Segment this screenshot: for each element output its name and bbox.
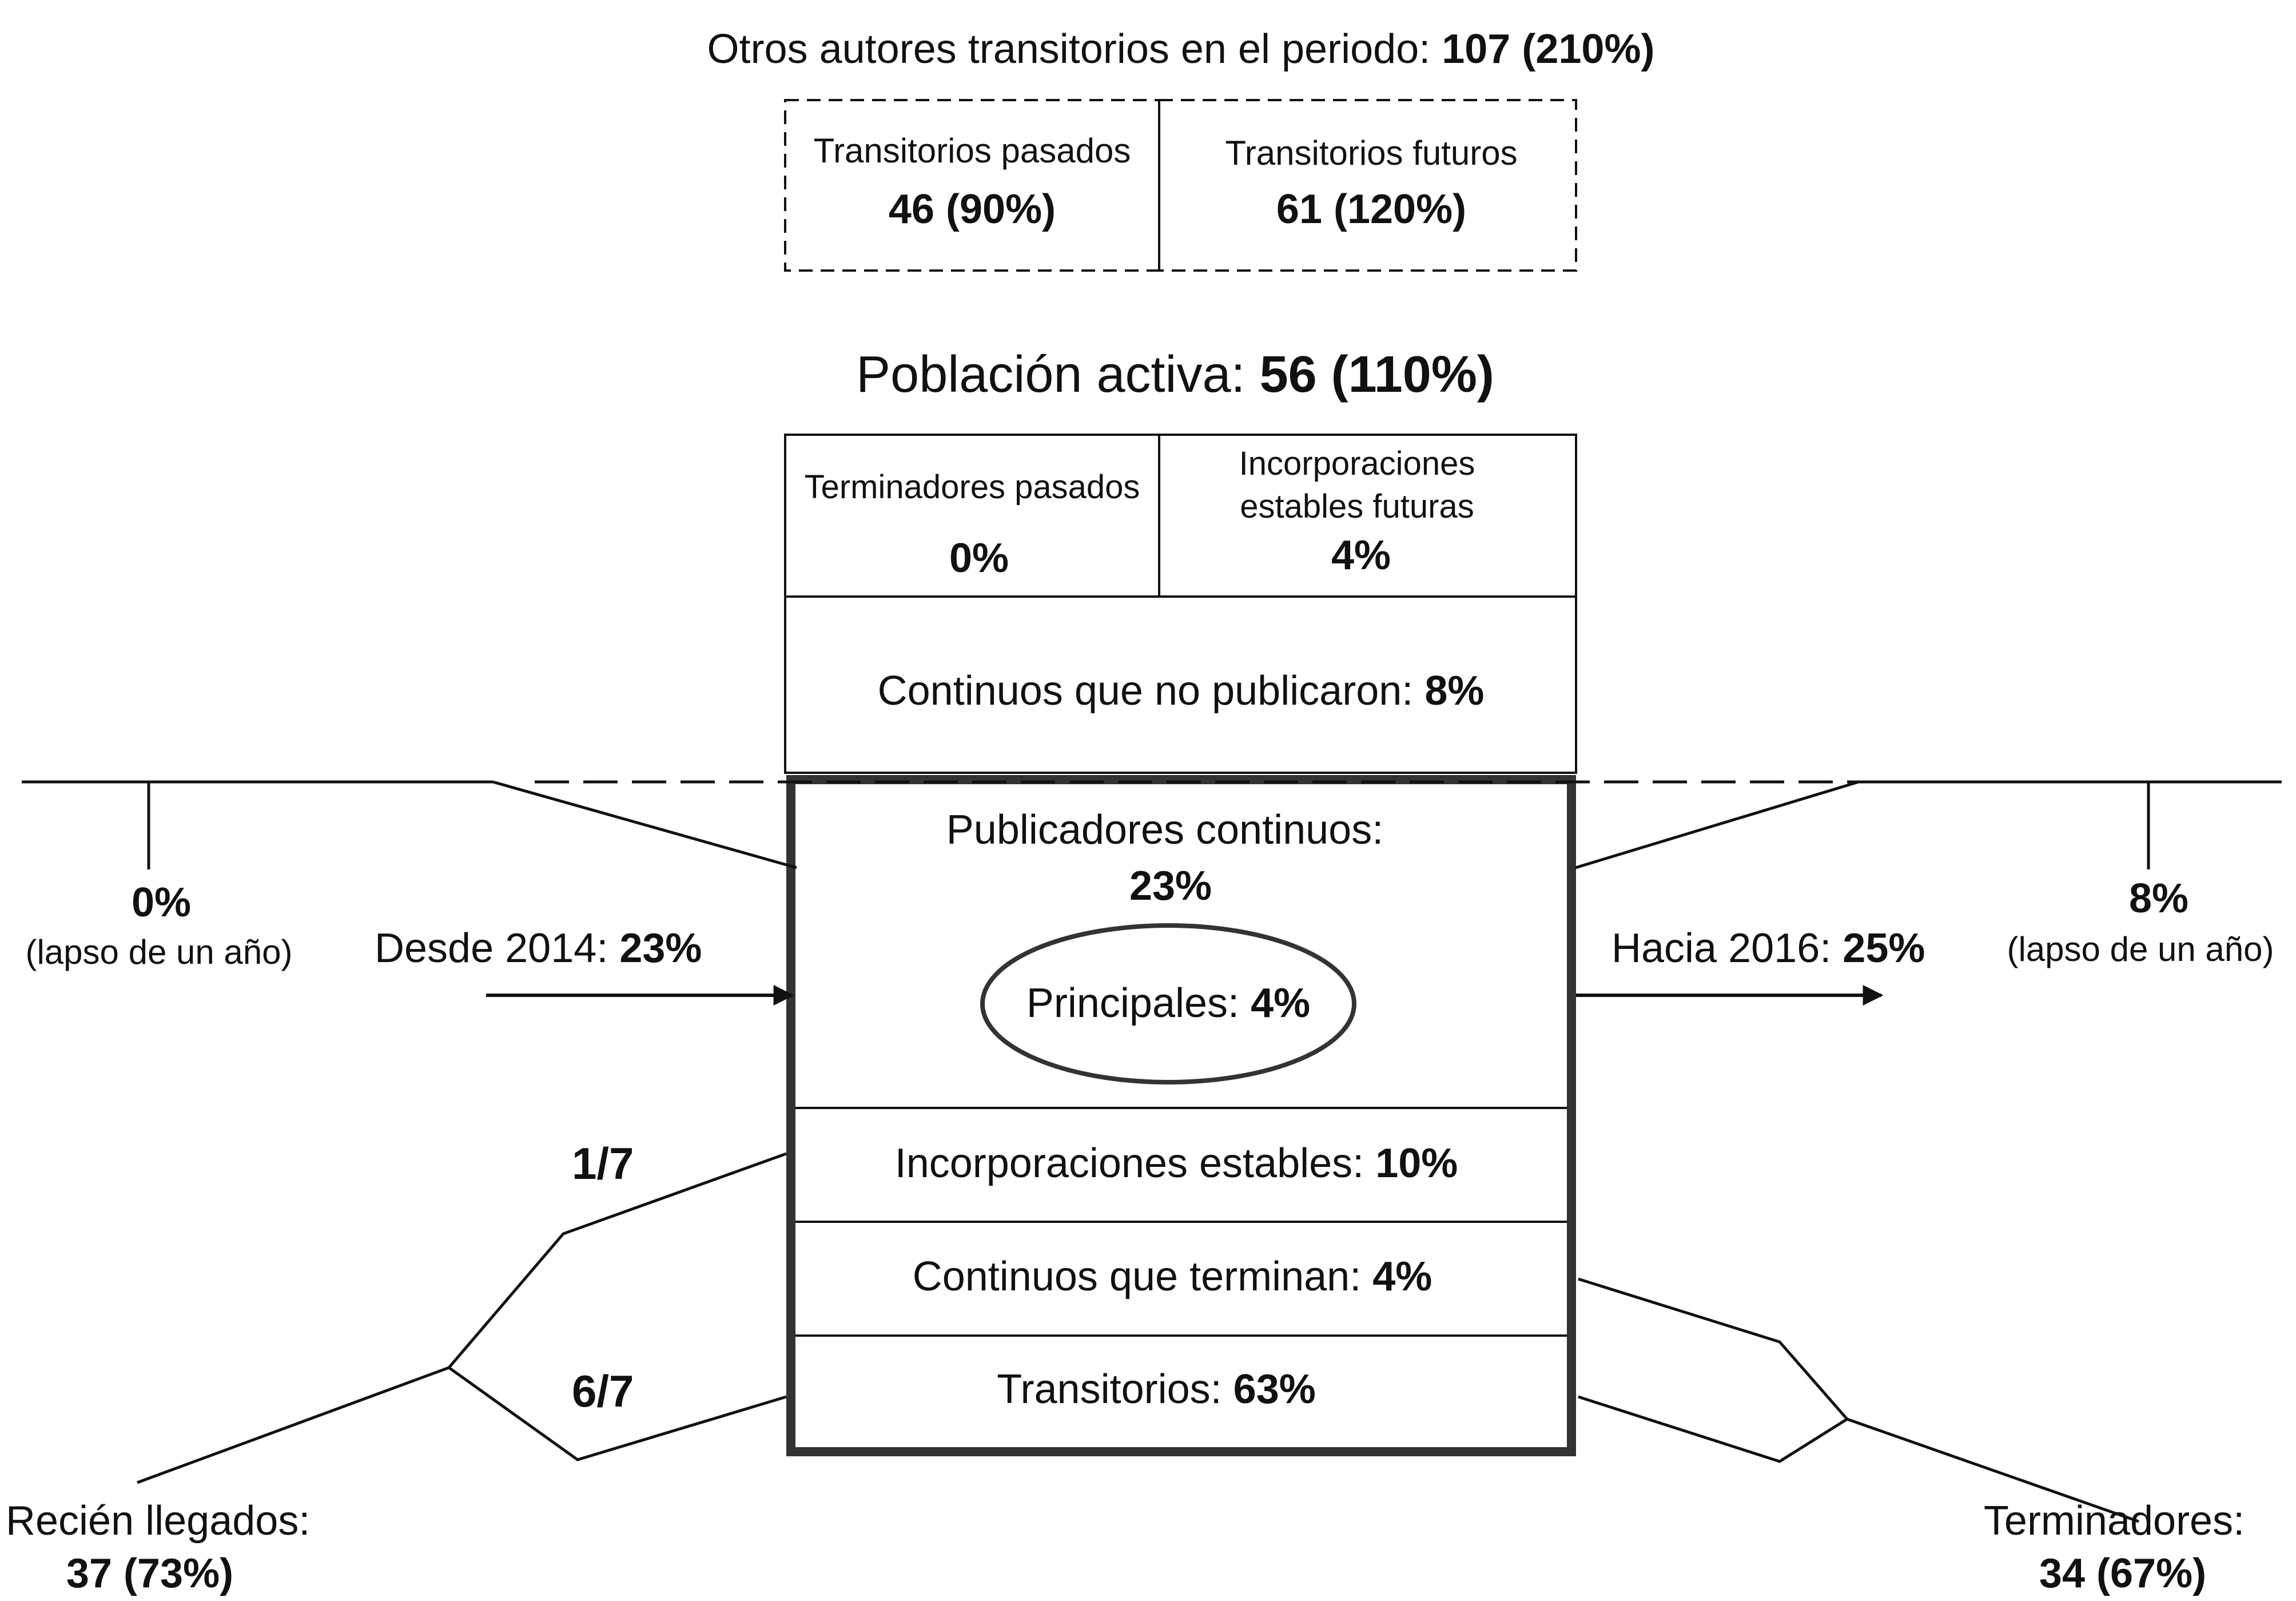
incorporaciones-value: 10%: [1375, 1141, 1458, 1186]
recien-llegados-value: 37 (73%): [66, 1551, 234, 1596]
otros-autores-title: Otros autores transitorios en el periodo: 107 (210%): [707, 26, 1655, 72]
continuos-terminan-label: Continuos que terminan: [912, 1254, 1350, 1300]
incorporaciones-futuras-label-2: estables futuras: [1240, 488, 1474, 525]
desde-year: 2014: [505, 925, 597, 971]
principales-label: Principales: [1026, 980, 1228, 1026]
hacia-year: 2016: [1728, 925, 1820, 971]
transitorios-label: Transitorios: [997, 1366, 1211, 1412]
incorporaciones-futuras-value: 4%: [1331, 533, 1391, 578]
hacia-text: Hacia 2016: 25%: [1611, 925, 1925, 971]
hacia-label: Hacia: [1611, 925, 1717, 971]
fork-right-lower: [1578, 1397, 1847, 1461]
connector-right-top: [1575, 782, 1859, 868]
transitorios-pasados-value: 46 (90%): [888, 186, 1056, 232]
publicadores-label: Publicadores continuos:: [946, 807, 1384, 853]
transitorios-text: Transitorios: 63%: [997, 1366, 1316, 1412]
terminadores-value: 34 (67%): [2039, 1551, 2207, 1596]
principales-value: 4%: [1251, 980, 1311, 1026]
poblacion-activa-title: Población activa: 56 (110%): [856, 346, 1494, 403]
connector-left-top: [493, 782, 797, 868]
fraction-bottom: 6/7: [572, 1366, 634, 1416]
recien-llegados-label: Recién llegados:: [6, 1498, 311, 1544]
transitorios-pasados-label: Transitorios pasados: [813, 132, 1131, 170]
transitorios-futuros-label: Transitorios futuros: [1225, 134, 1518, 172]
fork-left-stem: [137, 1368, 449, 1483]
desde-value: 23%: [619, 925, 702, 971]
fraction-top: 1/7: [572, 1138, 634, 1189]
transitorios-futuros-box: [1159, 100, 1576, 271]
continuos-terminan-value: 4%: [1372, 1254, 1432, 1300]
incorporaciones-futuras-label-1: Incorporaciones: [1239, 445, 1475, 482]
transitorios-pasados-box: [785, 100, 1159, 271]
publicadores-value: 23%: [1129, 863, 1212, 909]
incorporaciones-label: Incorporaciones estables: [894, 1141, 1353, 1186]
left-lapse-value: 0%: [131, 880, 192, 925]
otros-autores-value: 107 (210%): [1442, 26, 1655, 72]
publicadores-label-text: Publicadores continuos: [946, 807, 1372, 853]
transitorios-futuros-value: 61 (120%): [1276, 186, 1467, 232]
transitorios-value: 63%: [1233, 1366, 1316, 1412]
hacia-value: 25%: [1843, 925, 1925, 971]
desde-text: Desde 2014: 23%: [375, 925, 702, 971]
incorporaciones-text: Incorporaciones estables: 10%: [894, 1141, 1458, 1186]
terminadores-label: Terminadores:: [1983, 1498, 2245, 1544]
continuos-no-publicaron-text: Continuos que no publicaron: 8%: [877, 668, 1485, 714]
continuos-terminan-text: Continuos que terminan: 4%: [912, 1254, 1432, 1300]
right-lapse-value: 8%: [2128, 876, 2189, 921]
terminadores-pasados-value: 0%: [949, 535, 1009, 581]
poblacion-activa-label: Población activa: [856, 346, 1231, 403]
poblacion-activa-value: 56 (110%): [1259, 346, 1494, 403]
fork-right-upper: [1578, 1279, 1847, 1419]
continuos-no-publicaron-label: Continuos que no publicaron: [877, 668, 1402, 714]
right-lapse-label: (lapso de un año): [2007, 930, 2274, 968]
desde-label: Desde: [375, 925, 494, 971]
principales-text: Principales: 4%: [1026, 980, 1311, 1026]
otros-autores-label: Otros autores transitorios en el periodo: [707, 26, 1419, 72]
terminadores-pasados-label: Terminadores pasados: [804, 468, 1140, 506]
left-lapse-label: (lapso de un año): [25, 933, 293, 971]
continuos-no-publicaron-value: 8%: [1424, 668, 1485, 714]
